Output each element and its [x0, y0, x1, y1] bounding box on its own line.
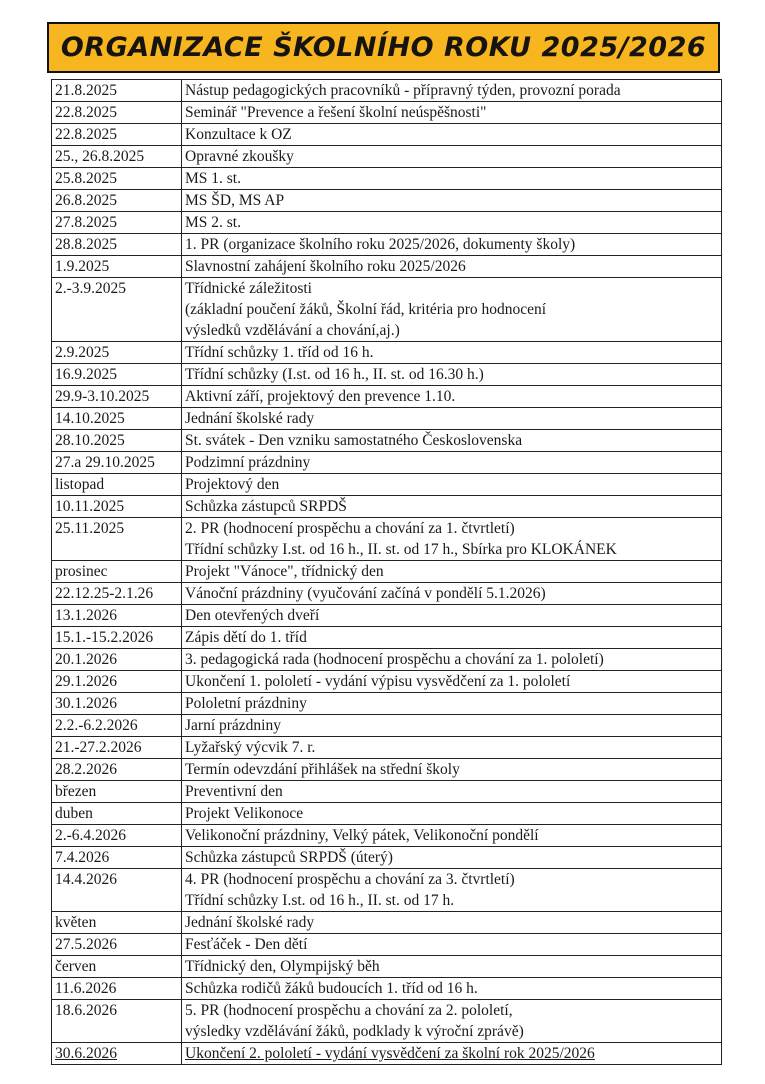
event-cell [182, 561, 722, 583]
schedule-row [52, 278, 722, 342]
event-cell [182, 452, 722, 474]
schedule-row [52, 168, 722, 190]
schedule-row [52, 386, 722, 408]
event-text: 5. PR (hodnocení prospěchu a chování za 2. pololetí, [185, 1002, 513, 1019]
schedule-row [52, 80, 722, 102]
event-cell [182, 912, 722, 934]
event-text: Velikonoční prázdniny, Velký pátek, Velikonoční pondělí [185, 827, 539, 844]
event-text: Schůzka zástupců SRPDŠ (úterý) [185, 849, 393, 866]
event-text: St. svátek - Den vzniku samostatného Československa [185, 432, 523, 449]
event-text: Třídní schůzky (I.st. od 16 h., II. st. od 16.30 h.) [185, 366, 484, 383]
event-cell [182, 649, 722, 671]
date-cell: 10.11.2025 [52, 496, 182, 518]
event-text: Aktivní září, projektový den prevence 1.10. [185, 388, 456, 405]
event-cell [182, 978, 722, 1000]
date-cell: 14.10.2025 [52, 408, 182, 430]
event-cell [182, 737, 722, 759]
date-cell: prosinec [52, 561, 182, 583]
event-text: Zápis dětí do 1. tříd [185, 629, 307, 646]
date-cell: 2.2.-6.2.2026 [52, 715, 182, 737]
event-text: (základní poučení žáků, Školní řád, kritéria pro hodnocení [185, 301, 547, 318]
event-cell [182, 693, 722, 715]
date-cell: 25., 26.8.2025 [52, 146, 182, 168]
event-text: Preventivní den [185, 783, 283, 800]
date-cell: 20.1.2026 [52, 649, 182, 671]
date-cell: 29.1.2026 [52, 671, 182, 693]
date-cell: červen [52, 956, 182, 978]
event-text: Termín odevzdání přihlášek na střední školy [185, 761, 460, 778]
schedule-row [52, 102, 722, 124]
schedule-row [52, 649, 722, 671]
event-text: 2. PR (hodnocení prospěchu a chování za 1. čtvrtletí) [185, 520, 515, 537]
event-text: Vánoční prázdniny (vyučování začíná v pondělí 5.1.2026) [185, 585, 546, 602]
date-cell: 2.9.2025 [52, 342, 182, 364]
event-cell [182, 190, 722, 212]
event-cell [182, 627, 722, 649]
date-cell: 25.8.2025 [52, 168, 182, 190]
event-text: Třídní schůzky 1. tříd od 16 h. [185, 344, 374, 361]
event-cell [182, 212, 722, 234]
schedule-row [52, 1000, 722, 1043]
date-cell: 13.1.2026 [52, 605, 182, 627]
schedule-row [52, 452, 722, 474]
date-cell: 30.1.2026 [52, 693, 182, 715]
event-text: Projekt Velikonoce [185, 805, 304, 822]
schedule-row [52, 956, 722, 978]
event-text: Seminář "Prevence a řešení školní neúspěšnosti" [185, 104, 487, 121]
event-text: Pololetní prázdniny [185, 695, 307, 712]
date-cell: 28.2.2026 [52, 759, 182, 781]
date-cell: 27.8.2025 [52, 212, 182, 234]
schedule-row [52, 671, 722, 693]
schedule-row [52, 693, 722, 715]
event-text: Nástup pedagogických pracovníků - přípravný týden, provozní porada [185, 82, 621, 99]
schedule-row [52, 408, 722, 430]
event-cell [182, 278, 722, 342]
date-cell: 28.10.2025 [52, 430, 182, 452]
date-cell: 26.8.2025 [52, 190, 182, 212]
event-cell [182, 80, 722, 102]
schedule-row [52, 605, 722, 627]
event-text: Fesťáček - Den dětí [185, 936, 308, 953]
date-cell: 27.5.2026 [52, 934, 182, 956]
schedule-row [52, 737, 722, 759]
schedule-row [52, 124, 722, 146]
schedule-row [52, 627, 722, 649]
date-cell: 16.9.2025 [52, 364, 182, 386]
event-text: Ukončení 2. pololetí - vydání vysvědčení za školní rok 2025/2026 [185, 1045, 595, 1062]
event-text: Opravné zkoušky [185, 148, 294, 165]
date-cell: listopad [52, 474, 182, 496]
event-cell [182, 671, 722, 693]
event-cell [182, 168, 722, 190]
event-text: 4. PR (hodnocení prospěchu a chování za 3. čtvrtletí) [185, 871, 515, 888]
schedule-row [52, 496, 722, 518]
event-cell [182, 342, 722, 364]
schedule-table [51, 79, 722, 1065]
event-text: MS 1. st. [185, 170, 241, 187]
event-text: Projektový den [185, 476, 280, 493]
event-text: Jednání školské rady [185, 914, 315, 931]
event-text: Slavnostní zahájení školního roku 2025/2026 [185, 258, 466, 275]
schedule-row [52, 1043, 722, 1065]
event-cell [182, 956, 722, 978]
event-text: Ukončení 1. pololetí - vydání výpisu vysvědčení za 1. pololetí [185, 673, 571, 690]
event-text: Podzimní prázdniny [185, 454, 311, 471]
event-cell [182, 386, 722, 408]
event-text: Schůzka zástupců SRPDŠ [185, 498, 347, 515]
schedule-row [52, 146, 722, 168]
schedule-row [52, 256, 722, 278]
event-text: Schůzka rodičů žáků budoucích 1. tříd od 16 h. [185, 980, 478, 997]
date-cell: 18.6.2026 [52, 1000, 182, 1043]
schedule-row [52, 518, 722, 561]
event-text: Projekt "Vánoce", třídnický den [185, 563, 384, 580]
date-cell: 22.8.2025 [52, 102, 182, 124]
event-text: MS 2. st. [185, 214, 241, 231]
date-cell: 1.9.2025 [52, 256, 182, 278]
schedule-row [52, 759, 722, 781]
date-cell: 21.8.2025 [52, 80, 182, 102]
event-text: MS ŠD, MS AP [185, 192, 285, 209]
event-text: Třídní schůzky I.st. od 16 h., II. st. od 17 h., Sbírka pro KLOKÁNEK [185, 541, 617, 558]
page-title: ORGANIZACE ŠKOLNÍHO ROKU 2025/2026 [60, 32, 707, 63]
event-cell [182, 102, 722, 124]
date-cell: březen [52, 781, 182, 803]
event-text: Třídnický den, Olympijský běh [185, 958, 380, 975]
schedule-row [52, 912, 722, 934]
event-cell [182, 474, 722, 496]
event-cell [182, 1000, 722, 1043]
schedule-row [52, 715, 722, 737]
date-cell: 21.-27.2.2026 [52, 737, 182, 759]
event-cell [182, 124, 722, 146]
event-cell [182, 408, 722, 430]
schedule-row [52, 430, 722, 452]
event-cell [182, 934, 722, 956]
date-cell: 29.9-3.10.2025 [52, 386, 182, 408]
date-cell: 22.12.25-2.1.26 [52, 583, 182, 605]
schedule-row [52, 803, 722, 825]
date-cell: 14.4.2026 [52, 869, 182, 912]
schedule-row [52, 364, 722, 386]
title-banner [47, 22, 720, 73]
schedule-row [52, 561, 722, 583]
schedule-row [52, 825, 722, 847]
event-cell [182, 781, 722, 803]
event-text: 3. pedagogická rada (hodnocení prospěchu a chování za 1. pololetí) [185, 651, 604, 668]
event-cell [182, 364, 722, 386]
event-cell [182, 803, 722, 825]
date-cell: květen [52, 912, 182, 934]
event-cell [182, 234, 722, 256]
event-cell [182, 869, 722, 912]
date-cell: duben [52, 803, 182, 825]
event-text: výsledky vzdělávání žáků, podklady k výroční zprávě) [185, 1023, 524, 1040]
event-text: Lyžařský výcvik 7. r. [185, 739, 316, 756]
date-cell: 27.a 29.10.2025 [52, 452, 182, 474]
event-text: Třídnické záležitosti [185, 280, 312, 297]
date-cell: 2.-6.4.2026 [52, 825, 182, 847]
event-cell [182, 146, 722, 168]
date-cell: 28.8.2025 [52, 234, 182, 256]
schedule-row [52, 781, 722, 803]
event-cell [182, 825, 722, 847]
schedule-row [52, 474, 722, 496]
event-cell [182, 605, 722, 627]
event-text: 1. PR (organizace školního roku 2025/2026, dokumenty školy) [185, 236, 576, 253]
date-cell: 7.4.2026 [52, 847, 182, 869]
event-text: Jednání školské rady [185, 410, 315, 427]
schedule-body [52, 80, 722, 1065]
date-cell: 25.11.2025 [52, 518, 182, 561]
date-cell: 15.1.-15.2.2026 [52, 627, 182, 649]
event-text: Den otevřených dveří [185, 607, 320, 624]
schedule-row [52, 190, 722, 212]
event-text: Třídní schůzky I.st. od 16 h., II. st. od 17 h. [185, 892, 455, 909]
schedule-row [52, 869, 722, 912]
event-cell [182, 847, 722, 869]
date-cell: 2.-3.9.2025 [52, 278, 182, 342]
schedule-row [52, 978, 722, 1000]
event-cell [182, 715, 722, 737]
date-cell: 22.8.2025 [52, 124, 182, 146]
event-cell [182, 759, 722, 781]
event-cell [182, 430, 722, 452]
event-cell [182, 518, 722, 561]
event-cell [182, 583, 722, 605]
schedule-row [52, 583, 722, 605]
schedule-row [52, 212, 722, 234]
date-cell: 11.6.2026 [52, 978, 182, 1000]
event-cell [182, 256, 722, 278]
event-text: výsledků vzdělávání a chování,aj.) [185, 322, 400, 339]
event-text: Konzultace k OZ [185, 126, 292, 143]
event-cell [182, 496, 722, 518]
schedule-row [52, 934, 722, 956]
schedule-row [52, 342, 722, 364]
event-text: Jarní prázdniny [185, 717, 281, 734]
schedule-row [52, 847, 722, 869]
schedule-row [52, 234, 722, 256]
event-cell [182, 1043, 722, 1065]
date-cell: 30.6.2026 [52, 1043, 182, 1065]
